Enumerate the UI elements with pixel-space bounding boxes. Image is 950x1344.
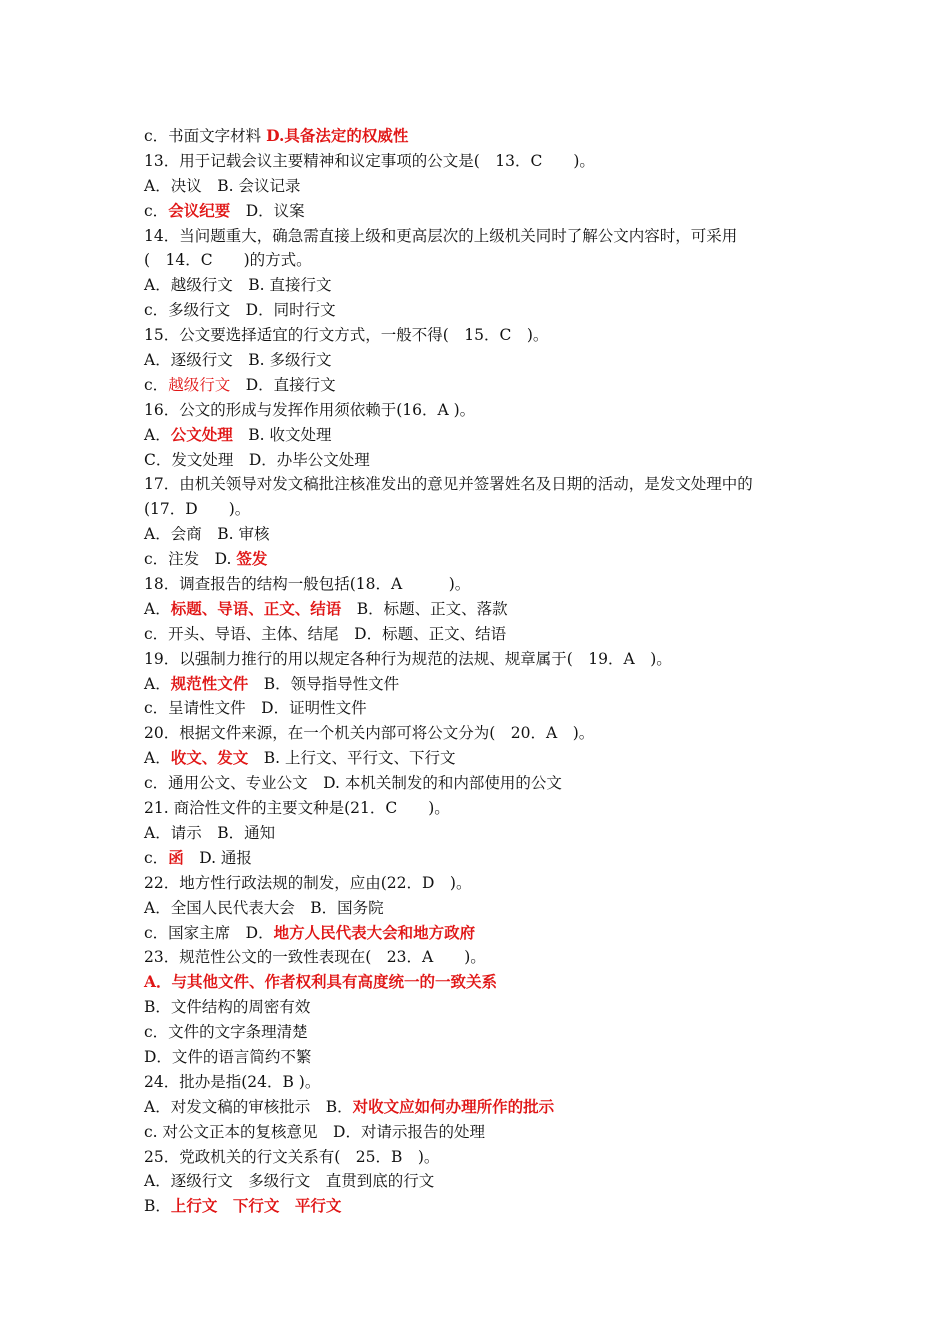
- text-line: [144, 398, 844, 423]
- text-line: [144, 746, 844, 771]
- text-segment: (17．D )。: [144, 500, 251, 519]
- text-line: [144, 1169, 844, 1194]
- text-line: [144, 970, 844, 995]
- text-segment: B．: [144, 1197, 171, 1216]
- text-segment: D．议案: [230, 201, 305, 220]
- text-segment: 14．当问题重大，确急需直接上级和更高层次的上级机关同时了解公文内容时，可采用: [144, 226, 738, 245]
- text-line: [144, 597, 844, 622]
- text-line: [144, 771, 844, 796]
- text-line: [144, 522, 844, 547]
- text-segment: c．多级行文 D．同时行文: [144, 301, 336, 320]
- text-segment: c．书面文字材料: [144, 127, 267, 145]
- text-line: [144, 1020, 844, 1045]
- text-segment: B．文件结构的周密有效: [144, 998, 311, 1017]
- text-line: [144, 672, 844, 697]
- text-segment: A．逐级行文 多级行文 直贯到底的行文: [144, 1172, 435, 1191]
- text-segment: c．: [144, 201, 169, 220]
- text-segment: 18．调查报告的结构一般包括(18．A )。: [144, 575, 471, 594]
- text-segment: A．决议 B. 会议记录: [144, 176, 301, 195]
- text-segment: A．: [144, 749, 171, 768]
- answer-highlight: 公文处理: [170, 424, 233, 444]
- text-segment: 20．根据文件来源，在一个机关内部可将公文分为( 20．A )。: [144, 724, 595, 743]
- text-segment: c．: [144, 375, 169, 394]
- text-segment: 17．由机关领导对发文稿批注核准发出的意见并签署姓名及日期的活动，是发文处理中的: [144, 475, 753, 494]
- text-segment: A．逐级行文 B. 多级行文: [144, 351, 332, 370]
- text-line: [144, 224, 844, 249]
- text-line: [144, 1045, 844, 1070]
- text-line: [144, 796, 844, 821]
- text-line: [144, 921, 844, 946]
- text-segment: A．越级行文 B. 直接行文: [144, 276, 332, 295]
- text-segment: c．开头、导语、主体、结尾 D．标题、正文、结语: [144, 624, 507, 643]
- text-segment: c．文件的文字条理清楚: [144, 1023, 308, 1042]
- text-line: [144, 323, 844, 348]
- text-segment: 21. 商洽性文件的主要文种是(21．C )。: [144, 799, 450, 818]
- text-segment: 13．用于记载会议主要精神和议定事项的公文是( 13．C )。: [144, 151, 595, 170]
- text-segment: A．: [144, 674, 171, 693]
- text-line: [144, 871, 844, 896]
- answer-highlight: 标题、导语、正文、结语: [170, 598, 342, 618]
- text-line: [144, 1194, 844, 1219]
- text-segment: 15．公文要选择适宜的行文方式，一般不得( 15．C )。: [144, 326, 549, 345]
- text-line: [144, 547, 844, 572]
- text-line: [144, 423, 844, 448]
- text-segment: B. 上行文、平行文、下行文: [248, 749, 456, 768]
- text-segment: 22．地方性行政法规的制发，应由(22．D )。: [144, 873, 472, 892]
- text-segment: 16．公文的形成与发挥作用须依赖于(16．A )。: [144, 400, 476, 419]
- text-segment: B．标题、正文、落款: [341, 599, 508, 618]
- text-line: [144, 721, 844, 746]
- text-line: [144, 497, 844, 522]
- text-segment: c．注发 D.: [144, 550, 237, 569]
- text-segment: B．领导指导性文件: [248, 674, 400, 693]
- text-segment: D．文件的语言简约不繁: [144, 1047, 312, 1066]
- text-segment: c．通用公文、专业公文 D. 本机关制发的和内部使用的公文: [144, 774, 562, 793]
- text-line: [144, 1095, 844, 1120]
- answer-highlight: 越级行文: [168, 375, 231, 394]
- text-line: [144, 896, 844, 921]
- text-segment: A．请示 B．通知: [144, 823, 276, 842]
- text-line: [144, 647, 844, 672]
- text-line: [144, 846, 844, 871]
- text-segment: c．呈请性文件 D．证明性文件: [144, 699, 367, 718]
- answer-highlight: 函: [168, 847, 184, 867]
- text-line: [144, 124, 844, 149]
- text-segment: A．: [144, 599, 171, 618]
- text-line: [144, 1070, 844, 1095]
- answer-highlight: 对收文应如何办理所作的批示: [352, 1096, 555, 1116]
- text-line: [144, 373, 844, 398]
- text-segment: A．对发文稿的审核批示 B．: [144, 1097, 353, 1116]
- answer-highlight: 上行文 下行文 平行文: [170, 1196, 342, 1216]
- text-segment: D．直接行文: [230, 375, 336, 394]
- text-line: [144, 149, 844, 174]
- document-body: [144, 124, 844, 1219]
- text-segment: 23．规范性公文的一致性表现在( 23．A )。: [144, 948, 486, 967]
- answer-highlight: D.具备法定的权威性: [266, 126, 409, 145]
- text-segment: 19．以强制力推行的用以规定各种行为规范的法规、规章属于( 19．A )。: [144, 649, 672, 668]
- text-segment: 25．党政机关的行文关系有( 25．B )。: [144, 1147, 440, 1166]
- answer-highlight: 会议纪要: [168, 200, 231, 220]
- text-line: [144, 174, 844, 199]
- text-line: [144, 945, 844, 970]
- text-segment: c．国家主席 D．: [144, 923, 274, 942]
- text-line: [144, 995, 844, 1020]
- answer-highlight: 规范性文件: [170, 673, 249, 693]
- text-line: [144, 273, 844, 298]
- text-line: [144, 1145, 844, 1170]
- answer-highlight: 地方人民代表大会和地方政府: [273, 922, 476, 942]
- text-segment: A．会商 B. 审核: [144, 525, 270, 544]
- text-line: [144, 821, 844, 846]
- text-segment: c．: [144, 848, 169, 867]
- text-segment: ( 14．C )的方式。: [144, 251, 312, 270]
- text-line: [144, 696, 844, 721]
- text-segment: D. 通报: [183, 848, 252, 867]
- text-line: [144, 472, 844, 497]
- text-line: [144, 298, 844, 323]
- text-line: [144, 622, 844, 647]
- text-line: [144, 248, 844, 273]
- answer-highlight: 签发: [236, 549, 268, 569]
- text-line: [144, 1120, 844, 1145]
- answer-highlight: A．与其他文件、作者权利具有高度统一的一致关系: [144, 972, 498, 992]
- text-segment: 24．批办是指(24．B )。: [144, 1072, 321, 1091]
- text-line: [144, 348, 844, 373]
- text-segment: B. 收文处理: [232, 425, 332, 444]
- answer-highlight: 收文、发文: [170, 748, 249, 768]
- text-line: [144, 448, 844, 473]
- text-line: [144, 199, 844, 224]
- text-segment: A．全国人民代表大会 B．国务院: [144, 898, 384, 917]
- text-segment: C．发文处理 D．办毕公文处理: [144, 450, 370, 469]
- text-line: [144, 572, 844, 597]
- text-segment: A．: [144, 425, 171, 444]
- text-segment: c. 对公文正本的复核意见 D．对请示报告的处理: [144, 1122, 485, 1141]
